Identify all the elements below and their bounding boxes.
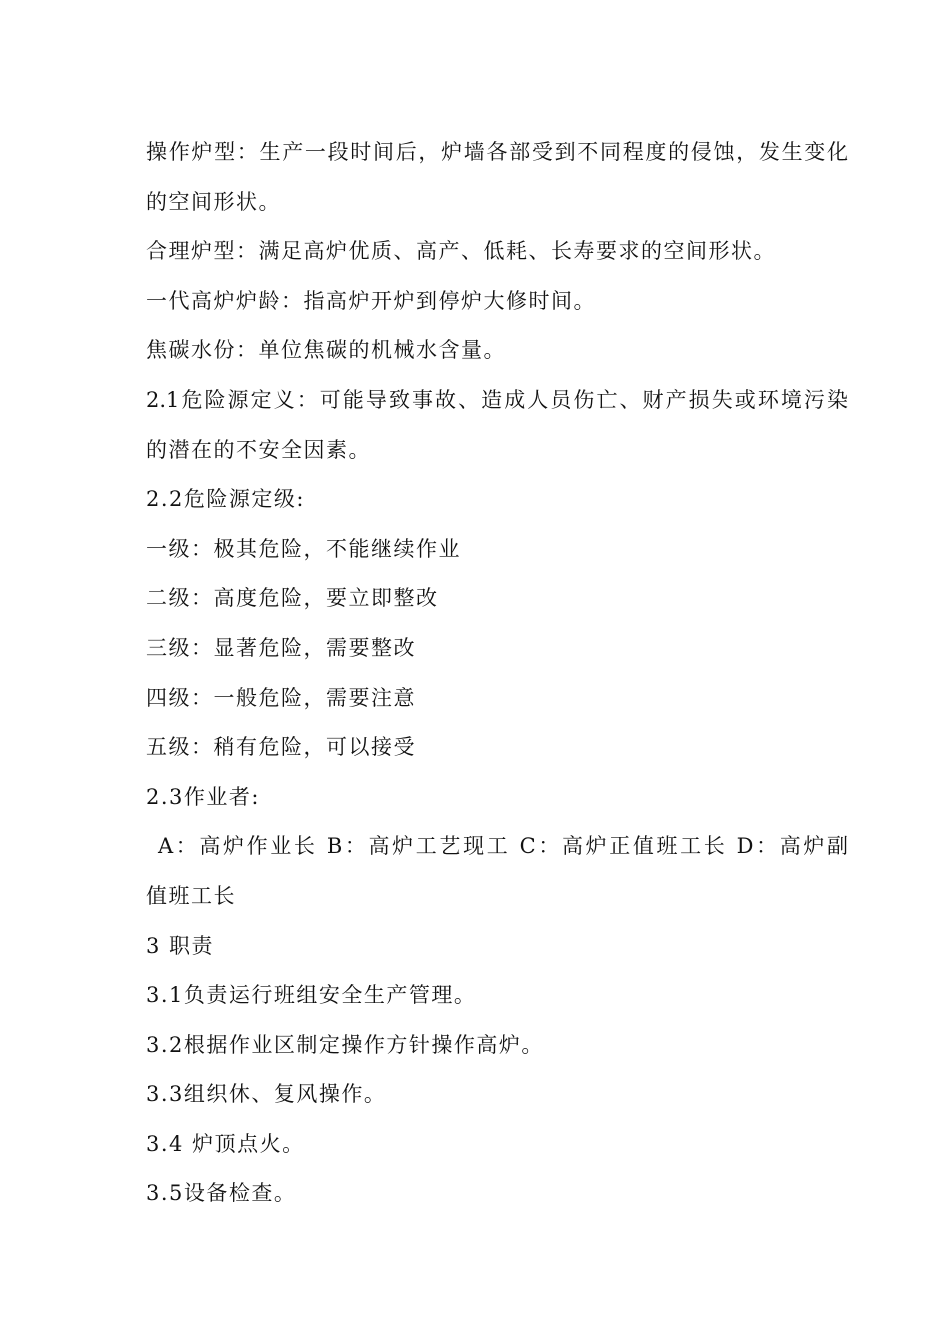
text-line-9: 一级：极其危险，不能继续作业 <box>146 536 461 561</box>
text-line-7: 的潜在的不安全因素。 <box>146 437 371 462</box>
text-line-3: 合理炉型：满足高炉优质、高产、低耗、长寿要求的空间形状。 <box>146 239 776 264</box>
text-line-20: 3.3组织休、复风操作。 <box>146 1082 387 1107</box>
document-body <box>146 128 848 1219</box>
text-line-21: 3.4 炉顶点火。 <box>146 1131 305 1156</box>
text-line-2: 的空间形状。 <box>146 189 281 214</box>
text-line-12: 四级：一般危险，需要注意 <box>146 685 416 710</box>
text-line-1: 操作炉型：生产一段时间后，炉墙各部受到不同程度的侵蚀，发生变化 <box>146 140 848 164</box>
text-line-22: 3.5设备检查。 <box>146 1181 297 1206</box>
text-line-14: 2.3作业者: <box>146 784 260 809</box>
text-line-19: 3.2根据作业区制定操作方针操作高炉。 <box>146 1032 544 1057</box>
text-line-5: 焦碳水份：单位焦碳的机械水含量。 <box>146 338 506 363</box>
text-line-6: 2.1危险源定义：可能导致事故、造成人员伤亡、财产损失或环境污染 <box>146 387 848 412</box>
text-line-17: 3 职责 <box>146 933 215 958</box>
text-line-16: 值班工长 <box>146 883 236 908</box>
text-line-10: 二级：高度危险，要立即整改 <box>146 586 439 611</box>
text-line-4: 一代高炉炉龄：指高炉开炉到停炉大修时间。 <box>146 288 596 313</box>
text-line-13: 五级：稍有危险，可以接受 <box>146 735 416 760</box>
text-line-8: 2.2危险源定级: <box>146 487 305 512</box>
text-line-15: A：高炉作业长 B：高炉工艺现工 C：高炉正值班工长 D：高炉副 <box>158 834 848 859</box>
text-line-11: 三级：显著危险，需要整改 <box>146 635 416 660</box>
text-line-18: 3.1负责运行班组安全生产管理。 <box>146 983 477 1008</box>
